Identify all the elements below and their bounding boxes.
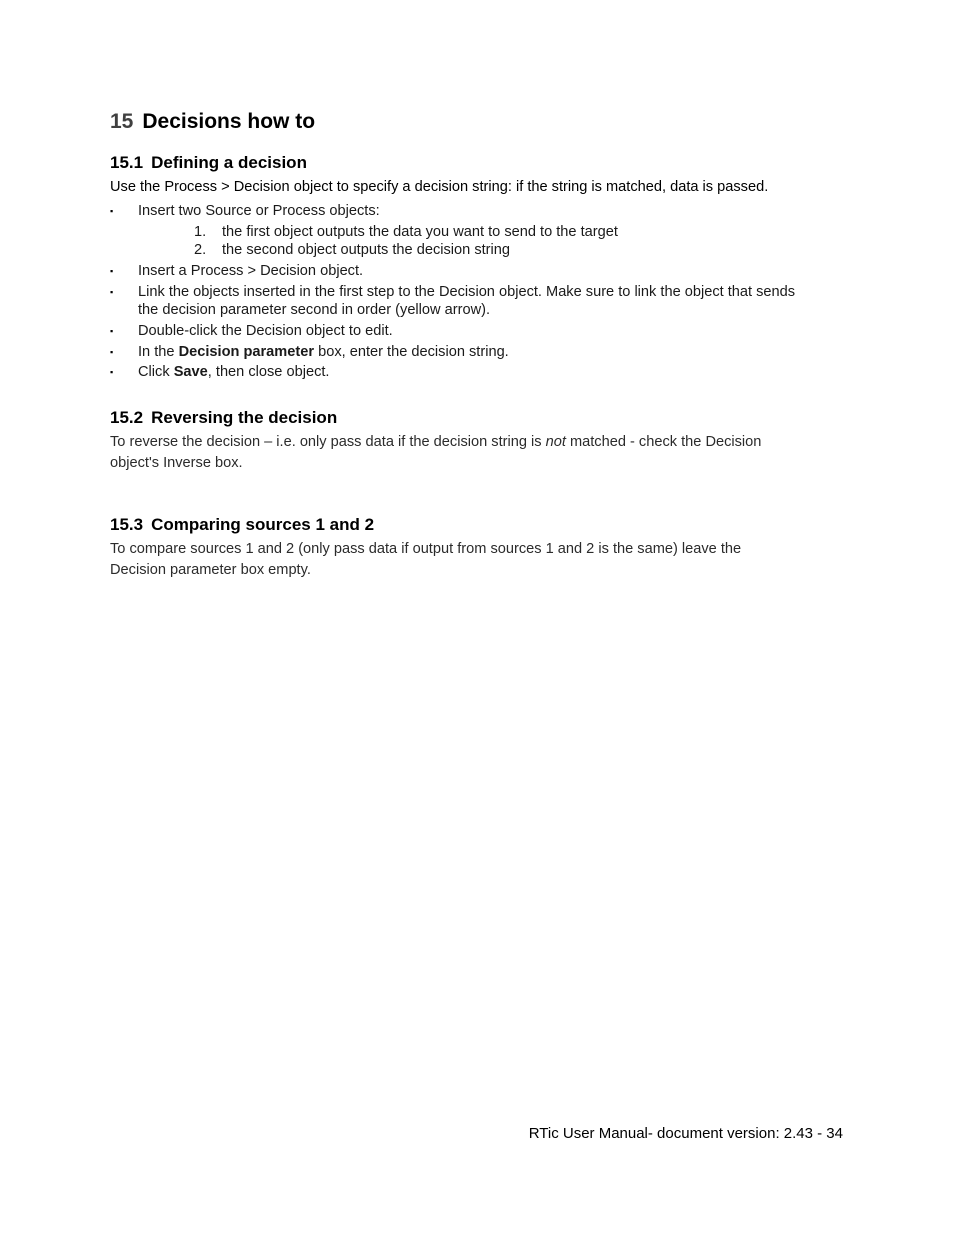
list-item: Double-click the Decision object to edit.	[138, 323, 393, 339]
bullet-marker: ▪	[110, 206, 114, 216]
chapter-heading	[110, 108, 315, 136]
numbered-item: the first object outputs the data you want to send to the target	[222, 224, 618, 240]
bullet-marker: ▪	[110, 347, 114, 357]
list-item	[138, 363, 329, 382]
page-footer: RTic User Manual- document version: 2.43 - 34	[528, 1125, 843, 1142]
bullet-marker: ▪	[110, 367, 114, 377]
numbered-marker: 1.	[194, 224, 207, 240]
bullet-marker: ▪	[110, 266, 114, 276]
bold-term: Decision parameter	[178, 344, 315, 360]
text-run: In the	[138, 344, 179, 360]
list-item	[138, 343, 509, 362]
chapter-title: Decisions how to	[142, 110, 316, 133]
section-heading-reversing	[110, 407, 337, 429]
list-item: Insert two Source or Process objects:	[138, 203, 380, 219]
paragraph-continuation: Decision parameter box empty.	[110, 562, 311, 578]
section-number: 15.1	[110, 153, 144, 172]
bullet-marker: ▪	[110, 326, 114, 336]
section-intro: Use the Process > Decision object to specify a decision string: if the string is matched, data is passed.	[110, 179, 769, 195]
text-run: To reverse the decision – i.e. only pass data if the decision string is	[110, 434, 546, 450]
text-run: matched - check the Decision	[565, 434, 762, 450]
section-title: Reversing the decision	[151, 408, 338, 427]
italic-term: not	[545, 434, 566, 450]
section-title: Comparing sources 1 and 2	[151, 515, 375, 534]
section-heading-comparing	[110, 514, 374, 536]
section-heading-defining	[110, 152, 307, 174]
numbered-item: the second object outputs the decision string	[222, 242, 511, 258]
text-run: , then close object.	[207, 364, 330, 380]
list-item: Link the objects inserted in the first step to the Decision object. Make sure to link the object that sends	[138, 284, 796, 300]
list-item-continuation: the decision parameter second in order (yellow arrow).	[138, 302, 491, 318]
section-number: 15.3	[110, 515, 144, 534]
paragraph-continuation: object's Inverse box.	[110, 455, 243, 471]
section-number: 15.2	[110, 408, 144, 427]
bold-term: Save	[173, 364, 208, 380]
numbered-marker: 2.	[194, 242, 207, 258]
bullet-marker: ▪	[110, 287, 114, 297]
text-run: Click	[138, 364, 174, 380]
section-title: Defining a decision	[151, 153, 307, 172]
text-run: box, enter the decision string.	[314, 344, 509, 360]
chapter-number: 15	[110, 110, 134, 133]
paragraph: To compare sources 1 and 2 (only pass data if output from sources 1 and 2 is the same) leave the	[110, 541, 742, 557]
paragraph	[110, 432, 761, 453]
list-item: Insert a Process > Decision object.	[138, 263, 364, 279]
